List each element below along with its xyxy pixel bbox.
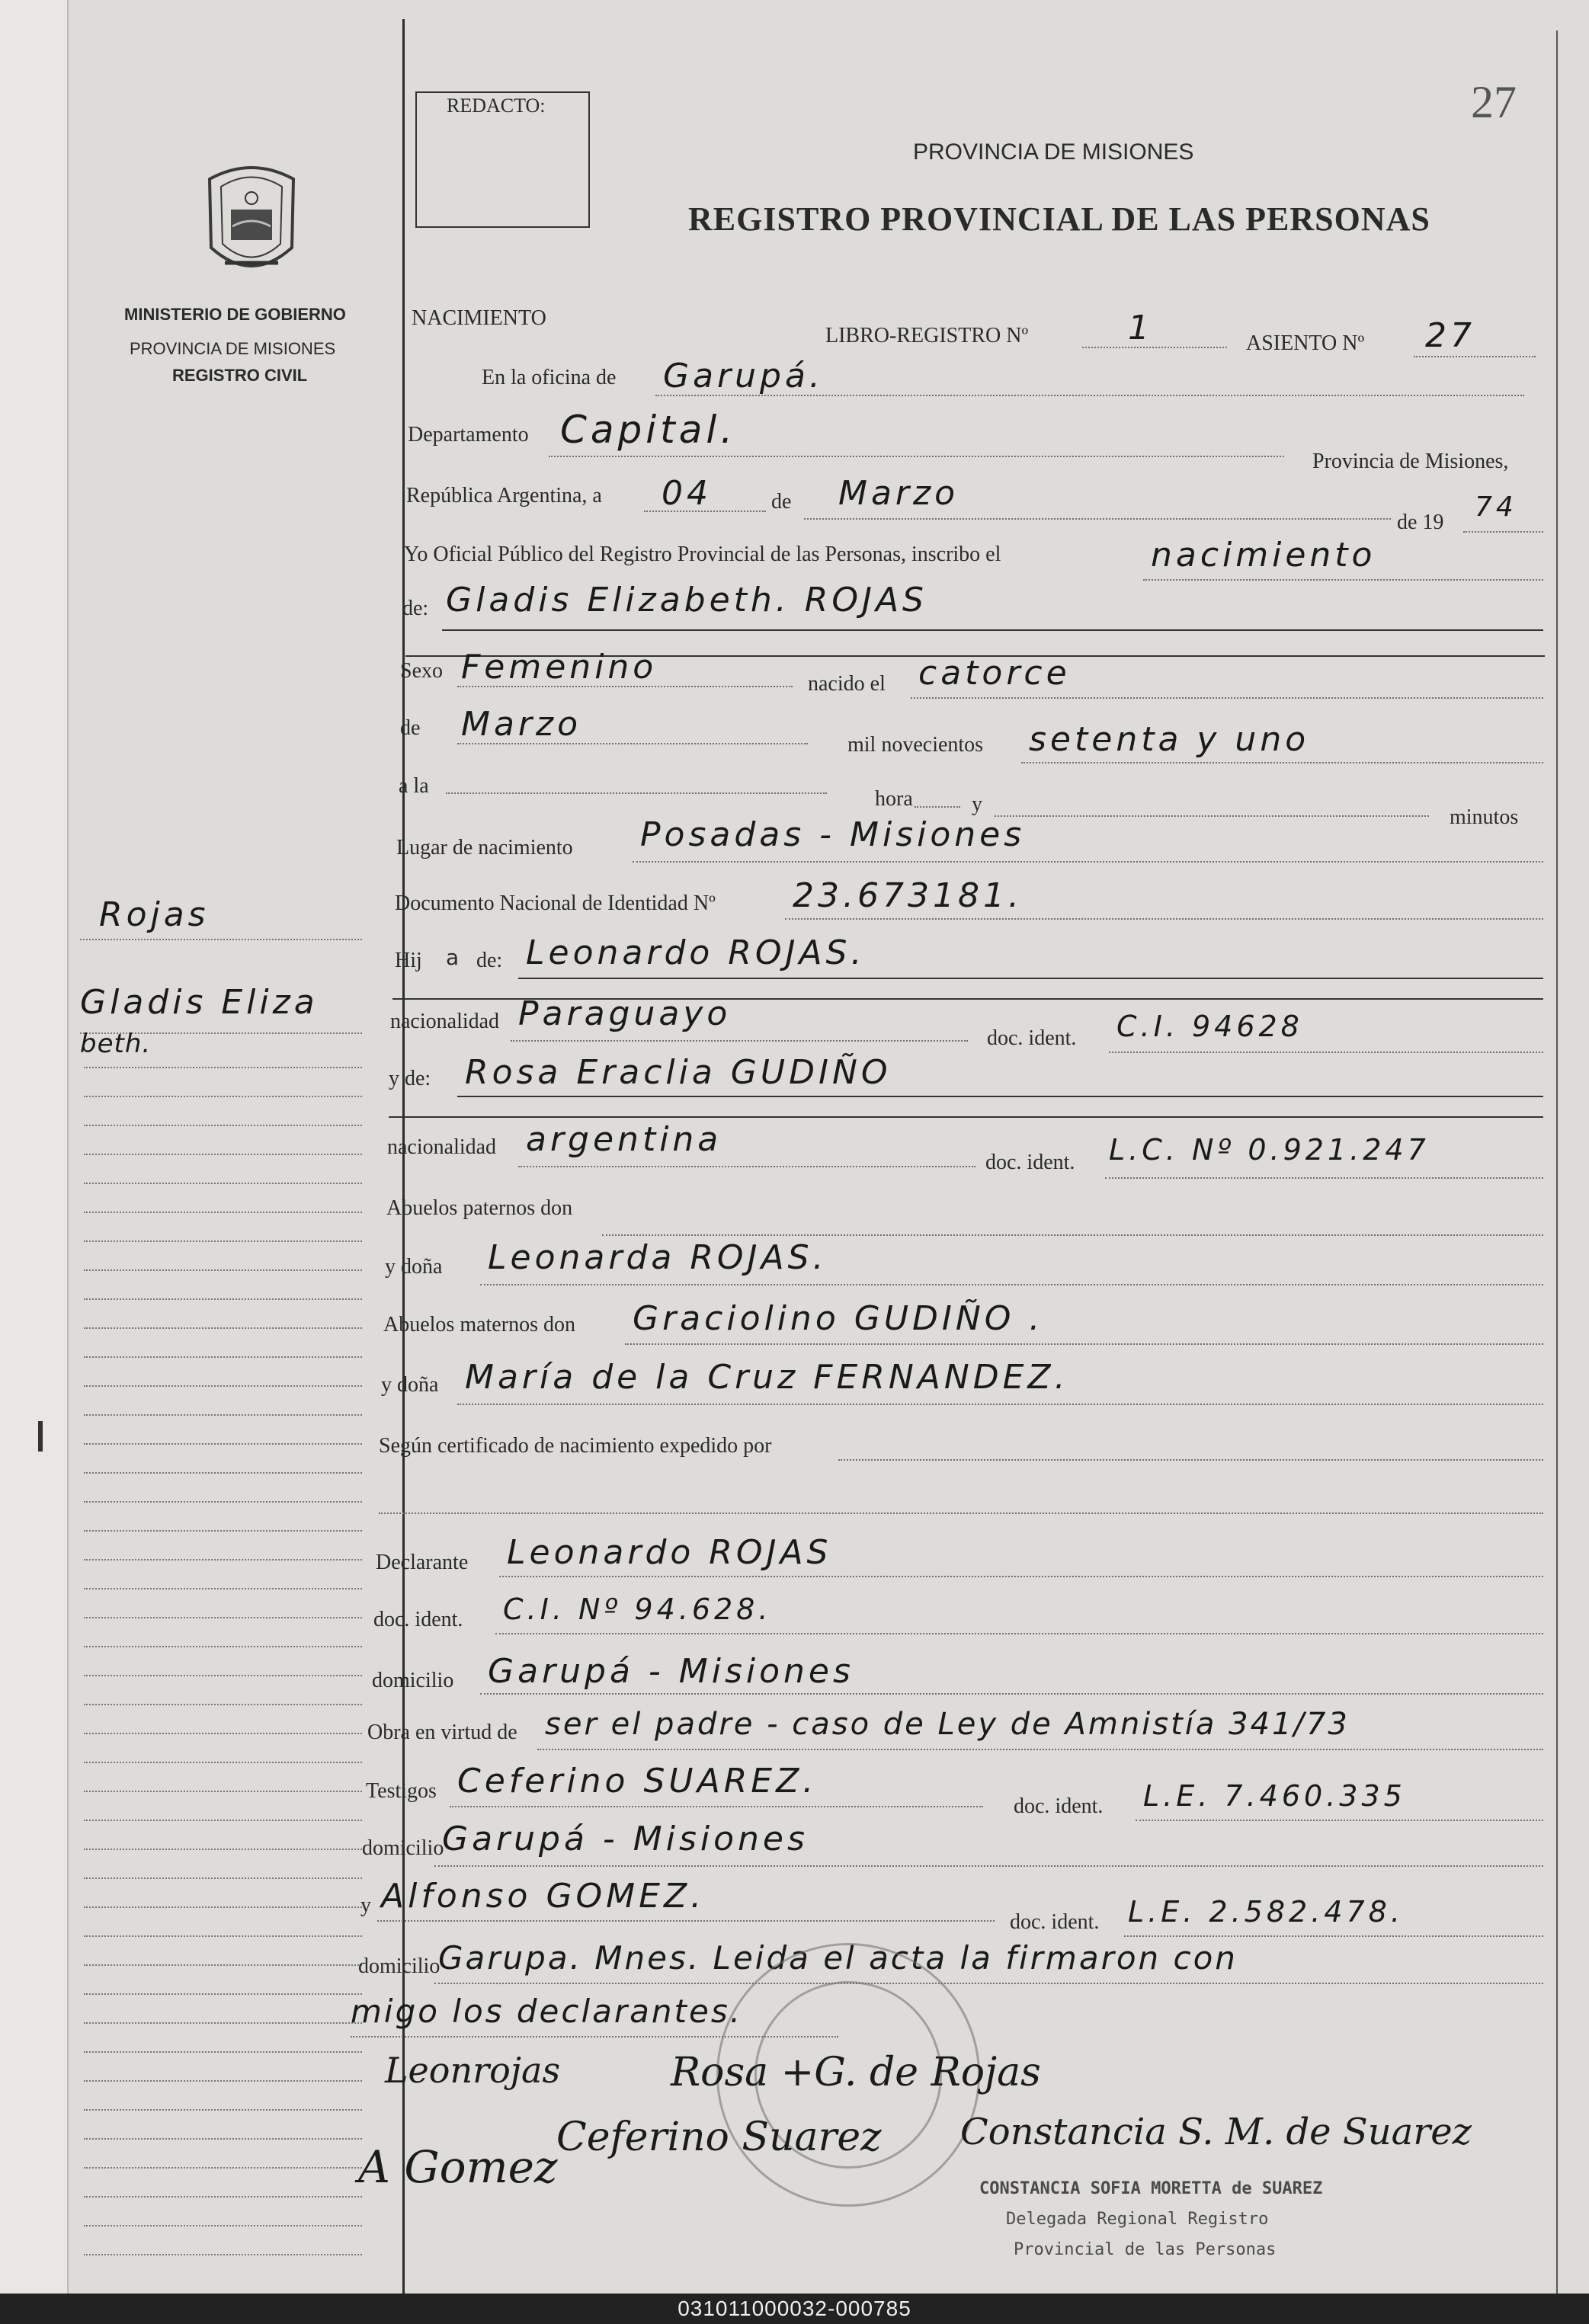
inscribo-line — [1143, 579, 1543, 581]
domicilio2-label: domicilio — [362, 1836, 444, 1860]
margin-line — [84, 2109, 362, 2111]
right-edge-line — [1556, 30, 1558, 2294]
margin-mark — [38, 1421, 43, 1452]
oficina-label: En la oficina de — [482, 366, 617, 389]
provincia-suffix: Provincia de Misiones, — [1312, 450, 1509, 473]
mother-name-line-2 — [389, 1116, 1543, 1118]
segun-label: Según certificado de nacimiento expedido por — [379, 1434, 772, 1458]
sexo-value: Femenino — [461, 648, 658, 687]
mother-name-line — [457, 1096, 1543, 1097]
obra-line — [537, 1749, 1543, 1750]
day-value: 04 — [662, 474, 712, 513]
margin-line — [84, 1327, 362, 1329]
docident2-value: L.C. Nº 0.921.247 — [1109, 1133, 1430, 1167]
stamp-line2: Delegada Regional Registro — [1006, 2210, 1269, 2229]
margin-name-1: Gladis Eliza — [80, 983, 319, 1022]
margin-line — [84, 1356, 362, 1358]
a-la-label: a la — [399, 774, 429, 798]
margin-line — [80, 939, 362, 940]
father-name: Leonardo ROJAS. — [526, 933, 866, 972]
testigo1-line — [450, 1806, 983, 1807]
hij-suffix: a — [446, 945, 460, 970]
departamento-line — [549, 456, 1284, 457]
departamento-value: Capital. — [560, 408, 737, 452]
lugar-line — [633, 861, 1543, 863]
asiento-value: 27 — [1425, 316, 1475, 355]
sexo-label: Sexo — [400, 659, 443, 683]
margin-line — [84, 1501, 362, 1503]
abuelos-mat-label: Abuelos maternos don — [383, 1313, 575, 1336]
segun-line — [838, 1459, 1543, 1461]
obra-label: Obra en virtud de — [367, 1721, 517, 1744]
docident4-line — [1136, 1820, 1543, 1821]
de2-label: de — [400, 716, 421, 740]
margin-line — [84, 1791, 362, 1792]
margin-line — [84, 1443, 362, 1445]
margin-line — [84, 1762, 362, 1763]
declarante-value: Leonardo ROJAS — [507, 1533, 832, 1572]
y2-label: y — [360, 1893, 371, 1917]
libro-line — [1082, 347, 1227, 348]
docident2-label: doc. ident. — [985, 1151, 1075, 1174]
testigo2-value: Alfonso GOMEZ. — [381, 1877, 706, 1916]
margin-line — [84, 1240, 362, 1242]
abuelo-mat-value: Graciolino GUDIÑO . — [633, 1299, 1044, 1338]
stamp-line1: CONSTANCIA SOFIA MORETTA de SUAREZ — [979, 2179, 1323, 2198]
margin-line — [84, 1559, 362, 1561]
asiento-line — [1414, 356, 1536, 357]
lugar-value: Posadas - Misiones — [640, 815, 1026, 854]
father-name-line — [518, 978, 1543, 979]
month-value: Marzo — [838, 474, 959, 513]
margin-line — [84, 1993, 362, 1995]
ministry-line3: REGISTRO CIVIL — [172, 366, 308, 385]
declarante-label: Declarante — [376, 1551, 469, 1574]
margin-line — [84, 2022, 362, 2024]
header-province: PROVINCIA DE MISIONES — [913, 139, 1194, 165]
sexo-line — [457, 686, 793, 687]
signature-witness2: A Gomez — [358, 2141, 558, 2193]
signature-official: Constancia S. M. de Suarez — [960, 2111, 1472, 2153]
margin-line — [84, 1964, 362, 1966]
docident1-label: doc. ident. — [987, 1026, 1077, 1050]
domicilio3-value: Garupa. Mnes. Leida el acta la firmaron con — [438, 1939, 1238, 1977]
testigos-label: Testigos — [366, 1779, 437, 1803]
y-de-label: y de: — [389, 1067, 431, 1090]
domicilio2-line — [434, 1865, 1543, 1867]
declarante-line — [499, 1576, 1543, 1577]
margin-line — [84, 1154, 362, 1155]
hour-line — [446, 792, 827, 794]
ministry-line1: MINISTERIO DE GOBIERNO — [124, 305, 346, 324]
docident2-line — [1105, 1177, 1543, 1179]
domicilio1-label: domicilio — [372, 1669, 454, 1692]
asiento-label: ASIENTO Nº — [1246, 331, 1365, 355]
docident5-label: doc. ident. — [1010, 1910, 1100, 1934]
republica-label: República Argentina, a — [406, 484, 602, 507]
margin-line — [84, 1125, 362, 1126]
obra-value: ser el padre - caso de Ley de Amnistía 341/73 — [545, 1707, 1350, 1742]
margin-line — [84, 1067, 362, 1068]
nac1-value: Paraguayo — [518, 994, 732, 1033]
domicilio1-line — [480, 1693, 1543, 1695]
margin-line — [84, 2080, 362, 2082]
margin-line — [84, 2225, 362, 2226]
margin-line — [84, 1877, 362, 1879]
coat-of-arms-logo — [194, 156, 309, 286]
docident5-value: L.E. 2.582.478. — [1128, 1895, 1404, 1929]
month-line — [804, 518, 1391, 520]
docident3-line — [495, 1633, 1543, 1634]
year-line — [1463, 531, 1543, 533]
nac1-line — [511, 1040, 968, 1042]
domicilio3-label: domicilio — [358, 1954, 440, 1978]
left-margin-paper — [0, 0, 69, 2294]
margin-line — [84, 2138, 362, 2140]
mother-name: Rosa Eraclia GUDIÑO — [465, 1053, 892, 1092]
margin-line — [84, 1820, 362, 1821]
stamp-line3: Provincial de las Personas — [1014, 2240, 1277, 2259]
abuelos-pat-label: Abuelos paternos don — [386, 1196, 573, 1220]
nacido-line — [911, 697, 1543, 699]
margin-line — [84, 1298, 362, 1300]
domicilio1-value: Garupá - Misiones — [488, 1652, 854, 1691]
de-colon-label: de: — [402, 597, 429, 620]
nac2-label: nacionalidad — [387, 1135, 497, 1159]
signature-witness1: Ceferino Suarez — [556, 2114, 882, 2160]
record-type-label: NACIMIENTO — [412, 306, 546, 330]
docident1-value: C.I. 94628 — [1116, 1010, 1303, 1043]
margin-line — [84, 1414, 362, 1416]
de-label: de — [771, 490, 792, 514]
birth-year-line — [1021, 762, 1543, 763]
closing-value: migo los declarantes. — [351, 1993, 743, 2030]
mil-label: mil novecientos — [847, 733, 984, 757]
docident3-value: C.I. Nº 94.628. — [503, 1593, 772, 1626]
abuela-mat-line — [457, 1404, 1543, 1405]
margin-line — [84, 2196, 362, 2198]
docident5-line — [1124, 1935, 1543, 1937]
libro-label: LIBRO-REGISTRO Nº — [825, 324, 1029, 347]
margin-line — [84, 2254, 362, 2255]
margin-line — [84, 1646, 362, 1647]
nac2-value: argentina — [526, 1120, 722, 1159]
hora-label: hora — [875, 787, 913, 811]
nac1-label: nacionalidad — [390, 1010, 500, 1033]
lugar-label: Lugar de nacimiento — [396, 836, 573, 859]
domicilio2-value: Garupá - Misiones — [442, 1820, 809, 1858]
margin-line — [84, 1588, 362, 1589]
signature-mother: Rosa +G. de Rojas — [671, 2050, 1041, 2095]
docident4-value: L.E. 7.460.335 — [1143, 1779, 1406, 1813]
margin-line — [84, 1269, 362, 1271]
oficina-value: Garupá. — [663, 357, 824, 395]
redacto-label: REDACTO: — [442, 94, 550, 117]
margin-line — [84, 1183, 362, 1184]
y-dona1-label: y doña — [385, 1255, 443, 1279]
hij-de-label: de: — [476, 949, 503, 972]
dni-label: Documento Nacional de Identidad Nº — [395, 892, 716, 915]
dni-value: 23.673181. — [793, 876, 1023, 915]
hij-label: Hij — [395, 949, 422, 972]
minutes-line — [995, 815, 1429, 817]
margin-line — [84, 2167, 362, 2169]
footer-id: 031011000032-000785 — [0, 2294, 1589, 2324]
page-number: 27 — [1471, 77, 1517, 127]
y-dona2-label: y doña — [381, 1373, 439, 1397]
margin-line — [84, 1704, 362, 1705]
docident1-line — [1109, 1052, 1543, 1053]
person-name: Gladis Elizabeth. ROJAS — [446, 581, 927, 619]
hora-dots — [915, 806, 960, 808]
minutos-label: minutos — [1450, 805, 1519, 829]
abuela-mat-value: María de la Cruz FERNANDEZ. — [465, 1358, 1069, 1397]
margin-line — [84, 1617, 362, 1618]
dni-line — [785, 918, 1543, 920]
segun-line-2 — [379, 1513, 1543, 1514]
docident3-label: doc. ident. — [373, 1608, 463, 1631]
abuela-pat-line — [480, 1284, 1543, 1285]
domicilio3-line — [434, 1983, 1543, 1984]
year-label: de 19 — [1397, 511, 1444, 534]
margin-line — [84, 1472, 362, 1474]
margin-line — [84, 1385, 362, 1387]
margin-line — [84, 1530, 362, 1532]
nac2-line — [518, 1166, 976, 1167]
margin-line — [84, 2051, 362, 2053]
header-registry: REGISTRO PROVINCIAL DE LAS PERSONAS — [688, 200, 1430, 238]
margin-surname: Rojas — [99, 895, 210, 934]
docident4-label: doc. ident. — [1014, 1794, 1104, 1818]
testigo1-value: Ceferino SUAREZ. — [457, 1762, 818, 1801]
nacido-label: nacido el — [808, 672, 886, 696]
testigo2-line — [377, 1920, 995, 1922]
abuelo-pat-line — [602, 1234, 1543, 1236]
left-binding-line — [67, 0, 69, 2294]
margin-line — [84, 1675, 362, 1676]
libro-value: 1 — [1128, 309, 1153, 347]
margin-line — [84, 1733, 362, 1734]
abuela-pat-value: Leonarda ROJAS. — [488, 1238, 828, 1277]
margin-line — [84, 1906, 362, 1908]
birth-month: Marzo — [461, 705, 582, 744]
nacido-value: catorce — [918, 654, 1071, 693]
margin-line — [84, 1849, 362, 1850]
y-label: y — [972, 792, 982, 816]
departamento-label: Departamento — [408, 423, 529, 447]
signature-declarante: Leonrojas — [385, 2050, 561, 2091]
abuelo-mat-line — [625, 1343, 1543, 1345]
margin-line — [84, 1935, 362, 1937]
person-name-line — [442, 629, 1543, 631]
birth-month-line — [457, 743, 808, 744]
margin-line — [84, 1212, 362, 1213]
margin-line — [84, 1096, 362, 1097]
inscribo-value: nacimiento — [1151, 536, 1376, 575]
birth-year-words: setenta y uno — [1029, 720, 1310, 759]
ministry-line2: PROVINCIA DE MISIONES — [130, 339, 336, 358]
year-value: 74 — [1475, 491, 1517, 523]
yo-oficial-text: Yo Oficial Público del Registro Provincial de las Personas, inscribo el — [404, 543, 1001, 566]
margin-name-2: beth. — [80, 1029, 152, 1059]
